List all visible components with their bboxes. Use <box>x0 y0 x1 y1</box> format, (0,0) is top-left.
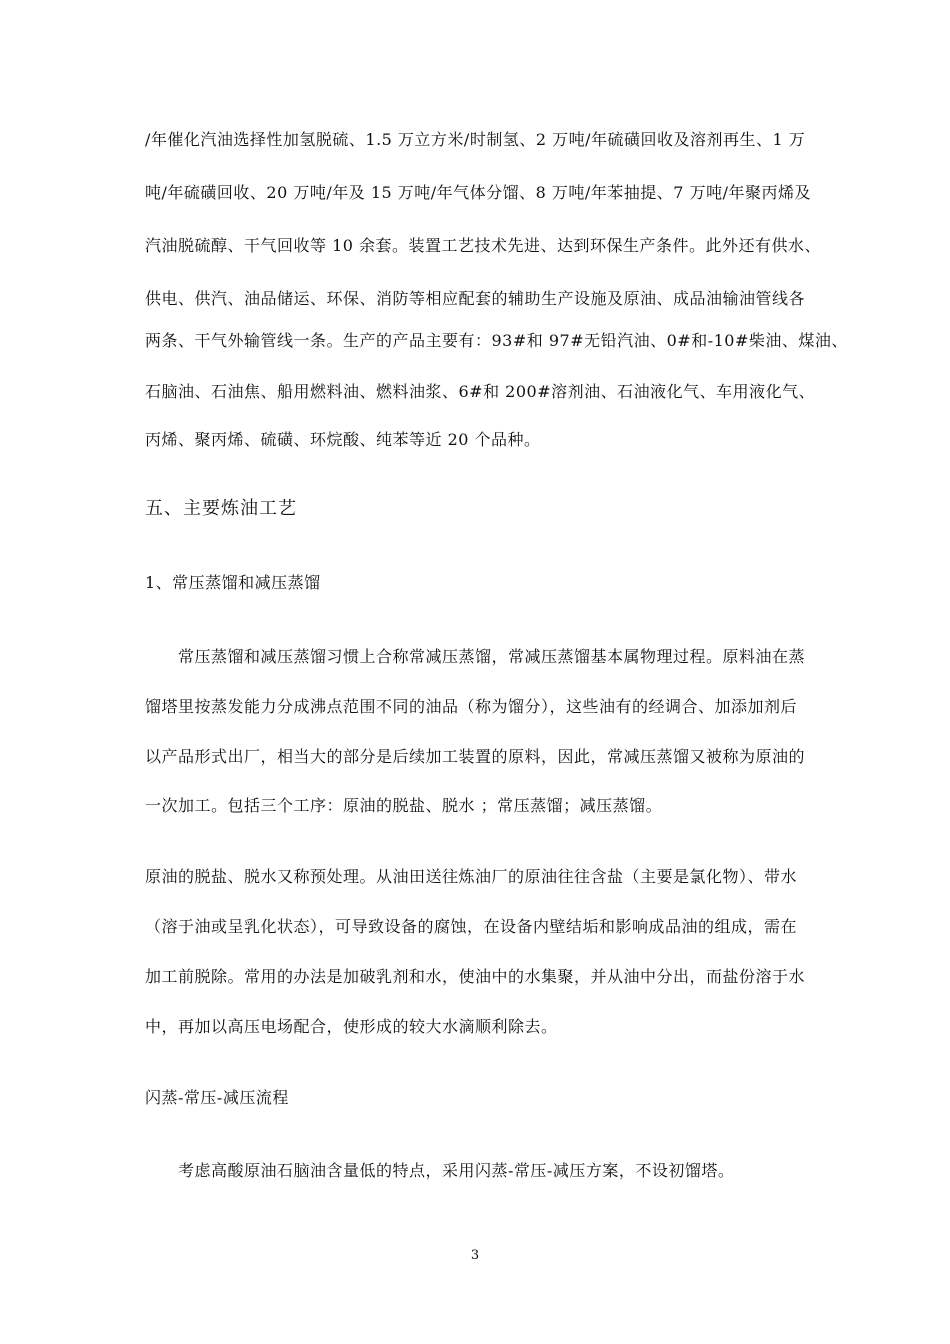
distillation-line-3: 以产品形式出厂，相当大的部分是后续加工装置的原料，因此，常减压蒸馏又被称为原油的 <box>145 747 806 766</box>
page-number: 3 <box>470 1248 480 1263</box>
distillation-line-2: 馏塔里按蒸发能力分成沸点范围不同的油品（称为馏分），这些油有的经调合、加添加剂后 <box>145 697 798 716</box>
distillation-line-4: 一次加工。包括三个工序：原油的脱盐、脱水 ；常压蒸馏；减压蒸馏。 <box>145 796 663 815</box>
desalting-line-4: 中，再加以高压电场配合，使形成的较大水滴顺利除去。 <box>145 1017 558 1036</box>
distillation-line-1: 常压蒸馏和减压蒸馏习惯上合称常减压蒸馏，常减压蒸馏基本属物理过程。原料油在蒸 <box>178 647 806 666</box>
desalting-line-3: 加工前脱除。常用的办法是加破乳剂和水，使油中的水集聚，并从油中分出，而盐份溶于水 <box>145 967 806 986</box>
intro-line-6: 石脑油、石油焦、船用燃料油、燃料油浆、6#和 200#溶剂油、石油液化气、车用液化气、 <box>145 382 816 401</box>
intro-line-1: /年催化汽油选择性加氢脱硫、1.5 万立方米/时制氢、2 万吨/年硫磺回收及溶剂再生、1 万 <box>145 130 806 149</box>
section-heading: 五、主要炼油工艺 <box>145 498 297 519</box>
intro-line-3: 汽油脱硫醇、干气回收等 10 余套。装置工艺技术先进、达到环保生产条件。此外还有供水、 <box>145 236 822 255</box>
flow-paragraph: 考虑高酸原油石脑油含量低的特点，采用闪蒸-常压-减压方案，不设初馏塔。 <box>178 1161 735 1180</box>
desalting-line-2: （溶于油或呈乳化状态），可导致设备的腐蚀，在设备内壁结垢和影响成品油的组成，需在 <box>145 917 798 936</box>
intro-line-4: 供电、供汽、油品储运、环保、消防等相应配套的辅助生产设施及原油、成品油输油管线各 <box>145 289 806 308</box>
intro-line-7: 丙烯、聚丙烯、硫磺、环烷酸、纯苯等近 20 个品种。 <box>145 430 541 449</box>
intro-line-2: 吨/年硫磺回收、20 万吨/年及 15 万吨/年气体分馏、8 万吨/年苯抽提、7 万吨/年聚丙烯及 <box>145 183 811 202</box>
intro-line-5: 两条、干气外输管线一条。生产的产品主要有：93#和 97#无铅汽油、0#和-10#柴油、煤油、 <box>145 331 848 350</box>
desalting-line-1: 原油的脱盐、脱水又称预处理。从油田送往炼油厂的原油往往含盐（主要是氯化物）、带水 <box>145 867 798 886</box>
subsection-heading-flow: 闪蒸-常压-减压流程 <box>145 1088 289 1107</box>
subsection-heading-distillation: 1、常压蒸馏和减压蒸馏 <box>145 573 321 592</box>
